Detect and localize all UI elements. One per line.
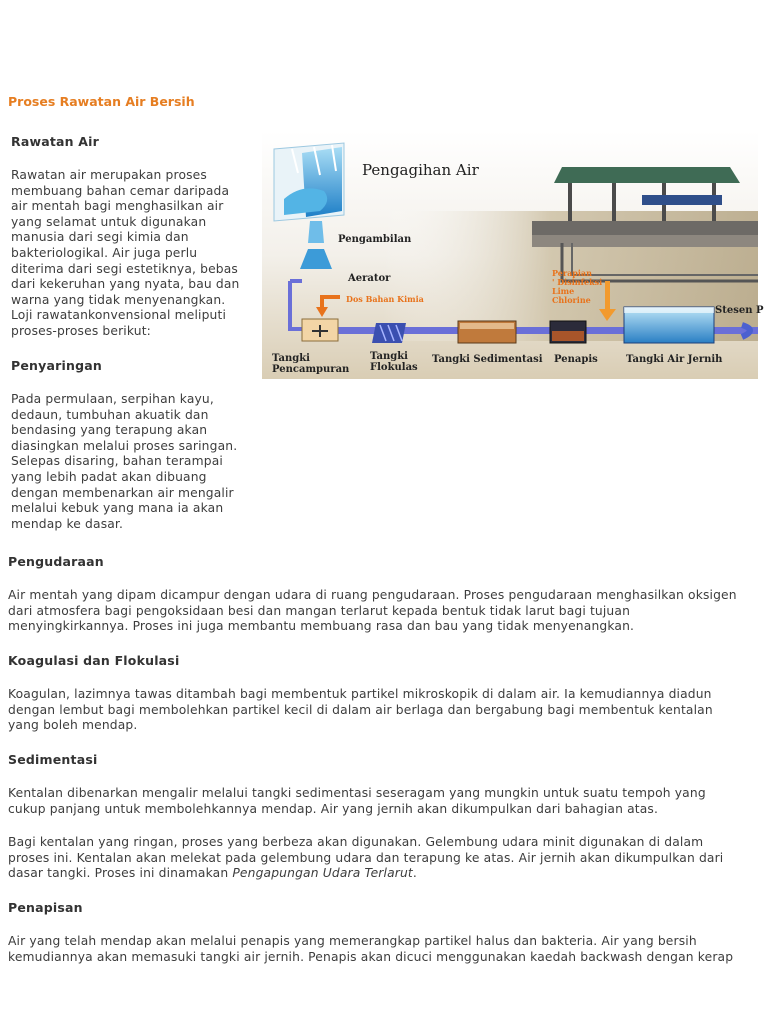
label-tangki-flokulas xyxy=(370,351,418,373)
text-fragment: . xyxy=(412,866,417,881)
text-line: yang lebih padat akan dibuang xyxy=(11,469,207,484)
text-line: Bagi kentalan yang ringan, proses yang berbeza akan digunakan. Gelembung udara minit digunakan di dalam xyxy=(8,835,704,849)
text-line: Selepas disaring, bahan terampai xyxy=(11,454,223,469)
rawatan-air-text xyxy=(11,168,259,340)
text-line: proses ini. Kentalan akan melekat pada gelembung udara dan terapung ke atas. Air jernih akan dikumpulkan dari xyxy=(8,850,724,865)
label-pengambilan: Pengambilan xyxy=(338,234,412,245)
heading-koagulasi: Koagulasi dan Flokulasi xyxy=(8,653,180,668)
text-line: Pada permulaan, serpihan kayu, xyxy=(11,392,214,406)
label-tangki-sedimentasi: Tangki Sedimentasi xyxy=(432,354,543,365)
perapian-line: Lime xyxy=(552,286,575,296)
label-dos-bahan-kimia: Dos Bahan Kimia xyxy=(346,294,424,304)
text-line: Kentalan dibenarkan mengalir melalui tangki sedimentasi seseragam yang mungkin untuk suatu tempoh yang xyxy=(8,786,706,800)
text-line: kemudiannya akan memasuki tangki air jernih. Penapis akan dicuci menggunakan kaedah backwash dengan kerap xyxy=(8,949,734,964)
pengudaraan-text xyxy=(8,588,764,635)
text-line: Air yang telah mendap akan melalui penapis yang memerangkap partikel halus dan bakteria. Air yang bersih xyxy=(8,934,697,948)
penyaringan-text xyxy=(11,392,259,532)
page-title: Proses Rawatan Air Bersih xyxy=(8,94,195,109)
text-line: yang selamat untuk digunakan xyxy=(11,214,207,229)
text-line: diterima dari segi estetiknya, bebas xyxy=(11,261,238,276)
label-line: Tangki xyxy=(370,351,408,362)
text-line: mendap ke dasar. xyxy=(11,516,124,531)
text-line: manusia dari segi kimia dan xyxy=(11,230,189,245)
text-line: bendasing yang terapung akan xyxy=(11,423,208,438)
sedimentasi-text-2 xyxy=(8,835,764,882)
perapian-line: Perapian xyxy=(552,268,592,278)
text-line: dengan lembut bagi membolehkan partikel kecil di dalam air berlaga dan bergabung bagi membentuk kentalan xyxy=(8,702,713,717)
label-stesen: Stesen P xyxy=(715,305,764,316)
heading-sedimentasi: Sedimentasi xyxy=(8,752,98,767)
text-fragment: dasar tangki. Proses ini dinamakan xyxy=(8,866,233,881)
text-line: bakteriologikal. Air juga perlu xyxy=(11,245,198,260)
diagram-title: Pengagihan Air xyxy=(362,161,479,179)
label-perapian xyxy=(552,269,602,305)
text-line: melalui kebuk yang mana ia akan xyxy=(11,501,224,516)
italic-term: Pengapungan Udara Terlarut xyxy=(232,866,413,881)
text-line: diasingkan melalui proses saringan. xyxy=(11,438,238,453)
text-line: Air mentah yang dipam dicampur dengan udara di ruang pengudaraan. Proses pengudaraan menghasilkan oksigen xyxy=(8,588,737,602)
text-line: menyingkirkannya. Proses ini juga membantu membuang rasa dan bau yang tidak menyenangkan. xyxy=(8,619,635,634)
intake-fall xyxy=(308,221,324,243)
label-line: Flokulas xyxy=(370,362,418,373)
text-line: Rawatan air merupakan proses xyxy=(11,168,207,182)
text-line: membuang bahan cemar daripada xyxy=(11,183,230,198)
label-tangki-pencampuran xyxy=(272,353,349,375)
disinfection-arrow xyxy=(605,281,610,311)
text-line: dari atmosfera bagi pengoksidaan besi dan mangan terlarut kepada bentuk tidak larut bagi tujuan xyxy=(8,603,631,618)
sedimentasi-text-1 xyxy=(8,786,764,817)
penapisan-text xyxy=(8,934,764,965)
label-line: Tangki xyxy=(272,353,310,364)
label-aerator: Aerator xyxy=(348,273,391,284)
text-line: dari kekeruhan yang nyata, bau dan xyxy=(11,277,240,292)
text-line: air mentah bagi menghasilkan air xyxy=(11,199,224,214)
heading-penyaringan: Penyaringan xyxy=(11,358,102,373)
text-line: Koagulan, lazimnya tawas ditambah bagi membentuk partikel mikroskopik di dalam air. Ia kemudiannya diadun xyxy=(8,687,712,701)
text-line: dengan membenarkan air mengalir xyxy=(11,485,234,500)
label-line: Pencampuran xyxy=(272,364,350,375)
text-line: cukup panjang untuk membolehkannya mendap. Air yang jernih akan dikumpulkan dari bahagian atas. xyxy=(8,801,659,816)
water-treatment-diagram xyxy=(262,131,764,379)
label-penapis: Penapis xyxy=(554,354,598,365)
heading-rawatan-air: Rawatan Air xyxy=(11,134,100,149)
text-line: proses-proses berikut: xyxy=(11,323,151,338)
perapian-line: Chlorine xyxy=(552,295,591,305)
label-tangki-air-jernih: Tangki Air Jernih xyxy=(626,354,723,365)
diagram-graphic xyxy=(262,131,758,379)
water-source-icon xyxy=(274,143,344,221)
heading-penapisan: Penapisan xyxy=(8,900,83,915)
text-line: yang boleh mendap. xyxy=(8,718,138,733)
text-line: warna yang tidak menyenangkan. xyxy=(11,292,226,307)
koagulasi-text xyxy=(8,687,764,734)
text-line xyxy=(8,866,764,882)
heading-pengudaraan: Pengudaraan xyxy=(8,554,104,569)
text-line: Loji rawatankonvensional meliputi xyxy=(11,308,227,323)
text-line: dedaun, tumbuhan akuatik dan xyxy=(11,407,209,422)
perapian-line: ' Disinfeksi xyxy=(552,277,603,287)
